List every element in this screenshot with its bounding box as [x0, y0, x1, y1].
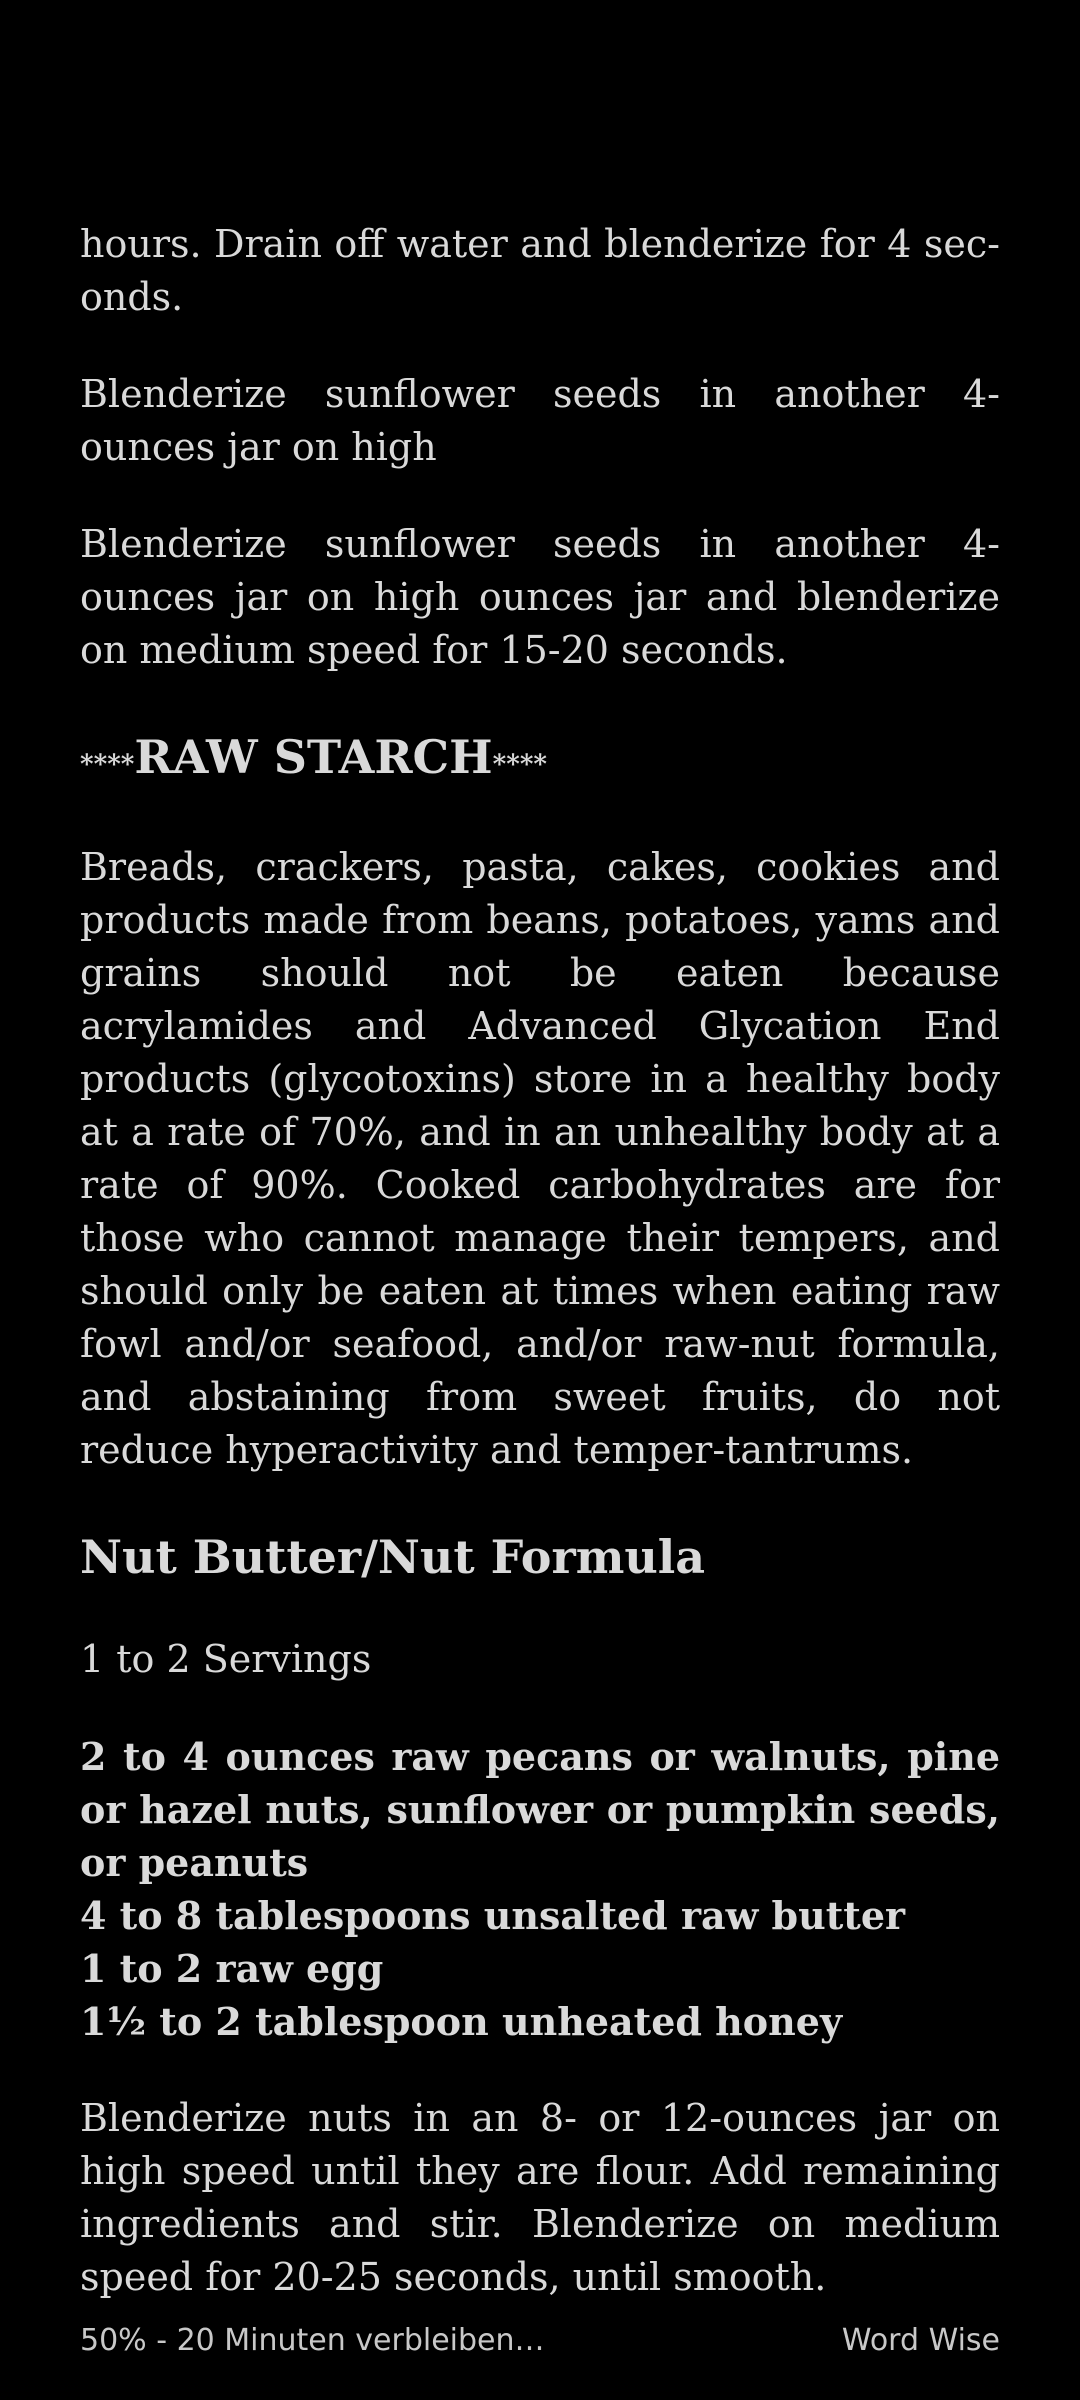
section-heading-raw-starch — [80, 727, 1000, 795]
ingredient-list — [80, 1730, 1000, 2048]
reader-footer — [80, 2320, 1000, 2360]
reading-page[interactable] — [80, 218, 1000, 2304]
stars-right: **** — [492, 750, 548, 780]
paragraph-sunflower-short: Blenderize sunflower seeds in another 4-ounces jar on high — [80, 372, 1000, 469]
reading-progress[interactable]: 50% - 20 Minuten verbleiben… — [80, 2322, 545, 2358]
ingredient-item: 2 to 4 ounces raw pecans or walnuts, pine or hazel nuts, sunflower or pumpkin seeds, or peanuts — [80, 1734, 1000, 1885]
paragraph-instructions: Blenderize nuts in an 8- or 12-ounces jar on high speed until they are flour. Add remaining ingredients and stir. Blenderize on medium speed for 20-25 seconds, until smooth. — [80, 2096, 1000, 2299]
ingredient-item: 1½ to 2 tablespoon unheated honey — [80, 1999, 843, 2044]
paragraph-drain: hours. Drain off water and blenderize for 4 seconds. — [80, 222, 1000, 319]
paragraph-sunflower-long: Blenderize sunflower seeds in another 4-ounces jar on high ounces jar and blenderize on medium speed for 15-20 seconds. — [80, 522, 1000, 672]
servings: 1 to 2 Servings — [80, 1637, 372, 1681]
ingredient-item: 4 to 8 tablespoons unsalted raw butter — [80, 1893, 906, 1938]
recipe-title: Nut Butter/Nut Formula — [80, 1530, 706, 1584]
ingredient-item: 1 to 2 raw egg — [80, 1946, 384, 1991]
word-wise-label[interactable]: Word Wise — [841, 2322, 1000, 2358]
stars-left: **** — [80, 750, 135, 780]
raw-starch-title: RAW STARCH — [134, 730, 493, 784]
paragraph-raw-starch: Breads, crackers, pasta, cakes, cookies and products made from beans, potatoes, yams and grains should not be eaten because acrylamides and Advanced Glycation End products (glycotoxins) store in a healthy body at a rate of 70%, and in an unhealthy body at a rate of 90%. Cooked carbohydrates are for those who cannot manage their tempers, and should only be eaten at times when eating raw fowl and/or seafood, and/or raw-nut formula, and abstaining from sweet fruits, do not reduce hyperactivity and temper-tantrums. — [80, 845, 1000, 1472]
